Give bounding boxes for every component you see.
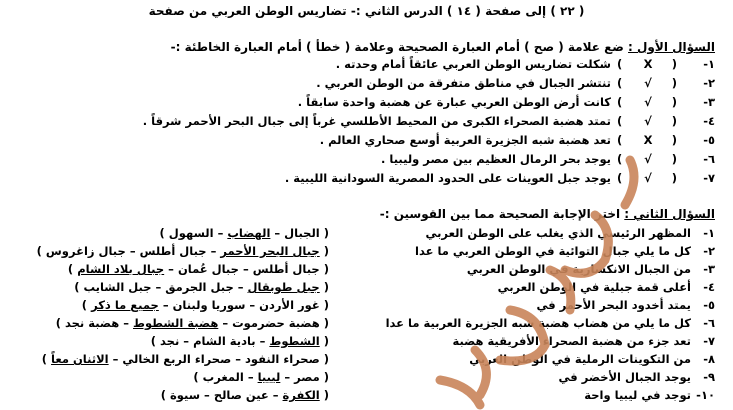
question-text: تعد جزء من هضبة الصحراء الأفريقية هضبة bbox=[452, 334, 691, 348]
option-separator: – bbox=[222, 316, 229, 330]
mcq-item bbox=[25, 262, 715, 279]
option: مصر bbox=[294, 370, 320, 384]
mcq-item bbox=[25, 244, 715, 261]
option: عين صالح bbox=[213, 388, 269, 402]
answer-mark: X bbox=[643, 57, 653, 71]
option-correct: ليبيا bbox=[257, 370, 281, 384]
page-from: ( ١٤ ) bbox=[446, 4, 481, 18]
option: صحراء النفود bbox=[244, 352, 320, 366]
options-list bbox=[29, 352, 329, 366]
lesson-title bbox=[0, 4, 733, 18]
tf-item bbox=[25, 133, 715, 150]
paren-open: ( bbox=[617, 152, 623, 166]
tf-item bbox=[25, 152, 715, 169]
option: سوريا ولبنان bbox=[172, 298, 246, 312]
option: جبال أطلس bbox=[139, 244, 207, 258]
item-number: ٢- bbox=[703, 76, 715, 90]
paren-open: ( bbox=[323, 244, 329, 258]
paren-open: ( bbox=[617, 114, 623, 128]
statement-text: يوجد بحر الرمال العظيم بين مصر وليبيا . bbox=[381, 152, 611, 166]
paren-close: ) bbox=[671, 133, 677, 147]
question-text: كل ما يلي من هضاب هضبة شبه الجزيرة العربية ما عدا bbox=[385, 316, 691, 330]
item-number: ١- bbox=[703, 226, 715, 240]
item-number: ١- bbox=[703, 57, 715, 71]
paren-open: ( bbox=[617, 57, 623, 71]
tf-item bbox=[25, 114, 715, 131]
option-correct: جميع ما ذكر bbox=[91, 298, 159, 312]
statement-text: تعد هضبة شبه الجزيرة العربية أوسع صحاري العالم . bbox=[319, 133, 611, 147]
options-list bbox=[29, 370, 329, 384]
question-2-instruction: اختر الإجابة الصحيحة مما بين القوسين :- bbox=[379, 207, 621, 221]
mcq-item bbox=[25, 334, 715, 351]
paren-close: ) bbox=[671, 76, 677, 90]
answer-mark: √ bbox=[644, 152, 652, 166]
paren-open: ( bbox=[323, 280, 329, 294]
page-to: ( ٢٢ ) bbox=[550, 4, 585, 18]
mcq-item bbox=[25, 226, 715, 243]
option: جبل الجرمق bbox=[165, 280, 234, 294]
statement-text: تنتشر الجبال في مناطق متفرقة من الوطن العربي . bbox=[316, 76, 611, 90]
question-2-label: السؤال الثاني : bbox=[624, 207, 715, 221]
option-separator: – bbox=[210, 244, 217, 258]
mcq-item bbox=[25, 316, 715, 333]
paren-close: ) bbox=[159, 226, 165, 240]
lesson-title-text: الدرس الثاني :- تضاريس الوطن العربي من صفحة bbox=[148, 4, 443, 18]
paren-close: ) bbox=[160, 388, 166, 402]
item-number: ٣- bbox=[703, 262, 715, 276]
option-correct: الكفرة bbox=[282, 388, 320, 402]
item-number: ٥- bbox=[703, 133, 715, 147]
option-separator: – bbox=[247, 370, 254, 384]
option-correct: جبال بلاد الشام bbox=[77, 262, 165, 276]
option: جبال عُمان bbox=[177, 262, 239, 276]
question-1-label: السؤال الأول : bbox=[628, 40, 715, 54]
paren-open: ( bbox=[323, 298, 329, 312]
options-list bbox=[29, 388, 329, 402]
paren-close: ) bbox=[41, 352, 48, 366]
paren-close: ) bbox=[671, 152, 677, 166]
option: جبل الشايب bbox=[83, 280, 152, 294]
item-number: ٢- bbox=[703, 244, 715, 258]
question-text: يوجد الجبال الأخضر في bbox=[558, 370, 691, 384]
paren-open: ( bbox=[323, 388, 329, 402]
options-list bbox=[29, 334, 329, 348]
option-separator: – bbox=[237, 280, 244, 294]
item-number: ٧- bbox=[703, 171, 715, 185]
question-text: يمتد أخدود البحر الأحمر في bbox=[536, 298, 691, 312]
answer-mark: √ bbox=[644, 114, 652, 128]
item-number: ٩- bbox=[703, 370, 715, 384]
option-separator: – bbox=[123, 316, 129, 330]
question-1-heading bbox=[171, 40, 715, 54]
option: صحراء الربع الخالي bbox=[122, 352, 232, 366]
option-correct: الهضاب bbox=[227, 226, 271, 240]
item-number: ٧- bbox=[703, 334, 715, 348]
answer-mark: X bbox=[643, 133, 653, 147]
option-separator: – bbox=[112, 352, 119, 366]
mcq-item bbox=[25, 352, 715, 369]
question-text: من الجبال الانكسارية في الوطن العربي bbox=[466, 262, 691, 276]
answer-mark: √ bbox=[644, 171, 652, 185]
item-number: ٥- bbox=[703, 298, 715, 312]
paren-close: ) bbox=[55, 316, 61, 330]
paren-open: ( bbox=[617, 171, 623, 185]
option-separator: – bbox=[235, 352, 241, 366]
question-text: أعلى قمة جبلية في الوطن العربي bbox=[497, 280, 691, 294]
question-text: توجد في ليبيا واحة bbox=[584, 388, 691, 402]
option-separator: – bbox=[162, 298, 169, 312]
item-number: ٤- bbox=[703, 114, 715, 128]
tf-item bbox=[25, 171, 715, 188]
option: هضبة حضرموت bbox=[232, 316, 320, 330]
option: نجد bbox=[160, 334, 180, 348]
option-separator: – bbox=[155, 280, 162, 294]
option-separator: – bbox=[284, 370, 291, 384]
paren-close: ) bbox=[150, 334, 157, 348]
option: الجبال bbox=[284, 226, 320, 240]
paren-open: ( bbox=[323, 334, 329, 348]
paren-close: ) bbox=[36, 244, 42, 258]
option-correct: الشطوط bbox=[269, 334, 320, 348]
option: بادية الشام bbox=[193, 334, 256, 348]
item-number: ٦- bbox=[703, 316, 715, 330]
item-number: ٦- bbox=[703, 152, 715, 166]
paren-open: ( bbox=[323, 226, 329, 240]
paren-close: ) bbox=[81, 298, 88, 312]
option-separator: – bbox=[168, 262, 174, 276]
paren-open: ( bbox=[323, 370, 329, 384]
mcq-item bbox=[25, 298, 715, 315]
item-number: ١٠- bbox=[696, 388, 715, 402]
option-separator: – bbox=[259, 334, 266, 348]
paren-open: ( bbox=[617, 133, 623, 147]
paren-open: ( bbox=[617, 76, 623, 90]
option-separator: – bbox=[249, 298, 256, 312]
paren-close: ) bbox=[193, 370, 199, 384]
paren-close: ) bbox=[671, 171, 677, 185]
paren-open: ( bbox=[617, 95, 623, 109]
mcq-item bbox=[25, 370, 715, 387]
question-2-heading bbox=[380, 207, 715, 221]
option-separator: – bbox=[217, 226, 224, 240]
paren-close: ) bbox=[671, 114, 677, 128]
option-separator: – bbox=[183, 334, 190, 348]
item-number: ٨- bbox=[703, 352, 715, 366]
option-separator: – bbox=[129, 244, 136, 258]
option-separator: – bbox=[242, 262, 249, 276]
options-list bbox=[29, 280, 329, 294]
question-text: من التكوينات الرملية في الوطن العربي bbox=[469, 352, 691, 366]
item-number: ٣- bbox=[703, 95, 715, 109]
statement-text: كانت أرض الوطن العربي عبارة عن هضبة واحدة سابقاً . bbox=[297, 95, 611, 109]
option-separator: – bbox=[204, 388, 210, 402]
paren-close: ) bbox=[74, 280, 80, 294]
paren-close: ) bbox=[671, 57, 677, 71]
option-correct: جبل طوبقال bbox=[247, 280, 320, 294]
paren-close: ) bbox=[671, 95, 677, 109]
paren-close: ) bbox=[67, 262, 74, 276]
mcq-item bbox=[25, 280, 715, 297]
option: جبال زاغروس bbox=[45, 244, 126, 258]
option: جبال أطلس bbox=[252, 262, 320, 276]
option: هضبة نجد bbox=[64, 316, 120, 330]
option-correct: الاثنان معاً bbox=[51, 352, 109, 366]
options-list bbox=[29, 244, 329, 258]
option-correct: جبال البحر الأحمر bbox=[220, 244, 320, 258]
statement-text: شكلت تضاريس الوطن العربي عائقاً أمام وحدته . bbox=[335, 57, 611, 71]
paren-open: ( bbox=[323, 262, 329, 276]
option: غور الأردن bbox=[259, 298, 320, 312]
option-separator: – bbox=[272, 388, 279, 402]
options-list bbox=[29, 316, 329, 330]
option-separator: – bbox=[274, 226, 281, 240]
statement-text: يوجد جبل العوينات على الحدود المصرية السودانية الليبية . bbox=[284, 171, 611, 185]
options-list bbox=[29, 226, 329, 240]
statement-text: تمتد هضبة الصحراء الكبرى من المحيط الأطلسي غرباً إلى جبال البحر الأحمر شرقاً . bbox=[142, 114, 611, 128]
options-list bbox=[29, 298, 329, 312]
question-text: المظهر الرئيسي الذي يغلب على الوطن العربي bbox=[425, 226, 691, 240]
tf-item bbox=[25, 95, 715, 112]
lesson-title-mid: إلى صفحة bbox=[485, 4, 547, 18]
question-text: كل ما يلي جبال التوائية في الوطن العربي ما عدا bbox=[415, 244, 691, 258]
question-1-instruction: ضع علامة ( صح ) أمام العبارة الصحيحة وعلامة ( خطأ ) أمام العبارة الخاطئة :- bbox=[170, 40, 624, 54]
option: المغرب bbox=[202, 370, 244, 384]
tf-item bbox=[25, 57, 715, 74]
mcq-item bbox=[25, 388, 715, 405]
option-correct: هضبة الشطوط bbox=[133, 316, 219, 330]
item-number: ٤- bbox=[703, 280, 715, 294]
answer-mark: √ bbox=[644, 76, 652, 90]
paren-open: ( bbox=[323, 352, 329, 366]
option: سيوة bbox=[170, 388, 201, 402]
paren-open: ( bbox=[323, 316, 329, 330]
tf-item bbox=[25, 76, 715, 93]
options-list bbox=[29, 262, 329, 276]
answer-mark: √ bbox=[644, 95, 652, 109]
option: السهول bbox=[168, 226, 214, 240]
